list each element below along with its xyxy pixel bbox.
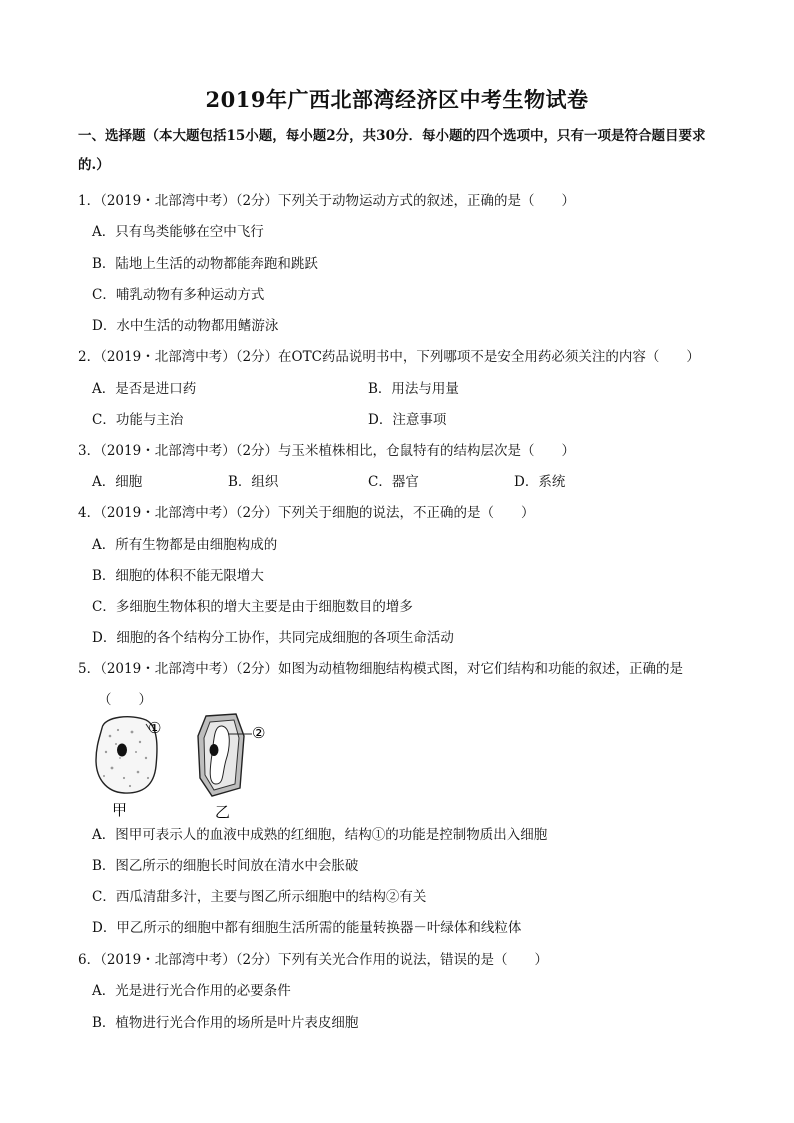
mark-1-label: ① xyxy=(148,719,162,737)
question-5-option-d: D．甲乙所示的细胞中都有细胞生活所需的能量转换器－叶绿体和线粒体 xyxy=(92,920,522,936)
question-2-option-d: D．注意事项 xyxy=(368,412,447,428)
figure-label-b: 乙 xyxy=(215,803,231,818)
mark-2-label: ② xyxy=(252,724,266,742)
question-6-option-a: A．光是进行光合作用的必要条件 xyxy=(92,983,291,999)
question-3-option-a: A．细胞 xyxy=(92,474,143,490)
question-3-option-b: B．组织 xyxy=(228,474,279,490)
cell-diagram xyxy=(88,708,288,818)
question-3-stem: 3．（2019・北部湾中考）（2分）与玉米植株相比，仓鼠特有的结构层次是（ ） xyxy=(78,443,576,459)
question-1-option-c: C．哺乳动物有多种运动方式 xyxy=(92,287,265,303)
question-4-option-d: D．细胞的各个结构分工协作，共同完成细胞的各项生命活动 xyxy=(92,630,454,646)
cell-diagram-svg xyxy=(88,708,288,818)
question-5-option-a: A．图甲可表示人的血液中成熟的红细胞，结构①的功能是控制物质出入细胞 xyxy=(92,827,548,843)
question-5-option-b: B．图乙所示的细胞长时间放在清水中会胀破 xyxy=(92,858,359,874)
question-3-option-c: C．器官 xyxy=(368,474,419,490)
question-1-stem: 1．（2019・北部湾中考）（2分）下列关于动物运动方式的叙述，正确的是（ ） xyxy=(78,193,576,209)
question-5-stem: 5．（2019・北部湾中考）（2分）如图为动植物细胞结构模式图，对它们结构和功能的叙述，正确的是 xyxy=(78,661,684,677)
question-2-option-a: A．是否是进口药 xyxy=(92,381,197,397)
question-3-option-d: D．系统 xyxy=(514,474,566,490)
section-heading: 一、选择题（本大题包括15小题，每小题2分，共30分．每小题的四个选项中，只有一项是符合题目要求的.） xyxy=(78,128,706,173)
question-2-option-b: B．用法与用量 xyxy=(368,381,459,397)
question-4-option-b: B．细胞的体积不能无限增大 xyxy=(92,568,264,584)
question-4-stem: 4．（2019・北部湾中考）（2分）下列关于细胞的说法，不正确的是（ ） xyxy=(78,505,535,521)
question-2-option-c: C．功能与主治 xyxy=(92,412,184,428)
question-4-option-a: A．所有生物都是由细胞构成的 xyxy=(92,537,278,553)
figure-label-a: 甲 xyxy=(112,801,128,818)
question-5-option-c: C．西瓜清甜多汁，主要与图乙所示细胞中的结构②有关 xyxy=(92,889,427,905)
question-5-answer-blank: （ ） xyxy=(98,692,152,708)
page-title: 2019年广西北部湾经济区中考生物试卷 xyxy=(205,87,589,112)
question-2-stem: 2．（2019・北部湾中考）（2分）在OTC药品说明书中，下列哪项不是安全用药必须关注的内容（ ） xyxy=(78,349,700,365)
question-1-option-d: D．水中生活的动物都用鳍游泳 xyxy=(92,318,279,334)
question-6-option-b: B．植物进行光合作用的场所是叶片表皮细胞 xyxy=(92,1015,359,1031)
question-1-option-a: A．只有鸟类能够在空中飞行 xyxy=(92,224,264,240)
question-1-option-b: B．陆地上生活的动物都能奔跑和跳跃 xyxy=(92,256,318,272)
question-6-stem: 6．（2019・北部湾中考）（2分）下列有关光合作用的说法，错误的是（ ） xyxy=(78,952,549,968)
plant-cell xyxy=(198,714,252,796)
question-4-option-c: C．多细胞生物体积的增大主要是由于细胞数目的增多 xyxy=(92,599,413,615)
